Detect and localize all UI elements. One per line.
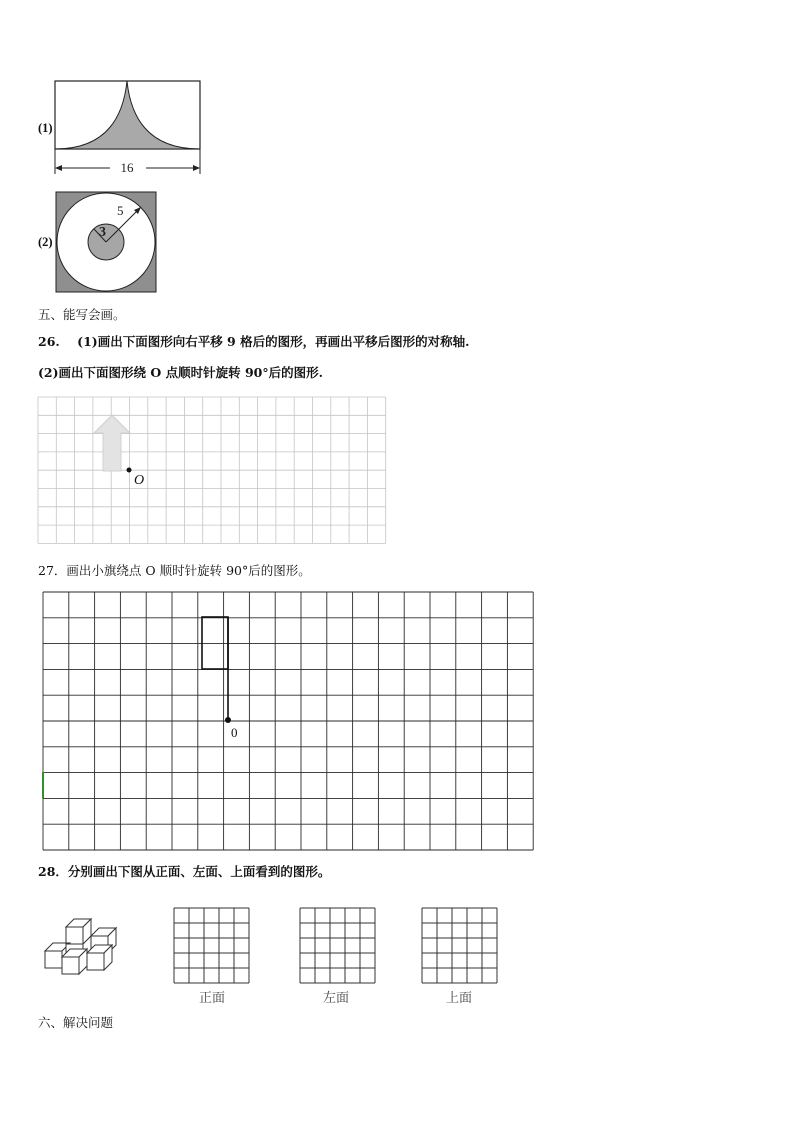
figure1-shape (50, 78, 210, 180)
q27-point-label: 0 (231, 725, 238, 740)
q26-line1-text: (1)画出下面图形向右平移 9 格后的图形，再画出平移后图形的对称轴. (77, 334, 470, 349)
section5-heading: 五、能写会画。 (38, 307, 126, 322)
q26-line2: (2)画出下面图形绕 O 点顺时针旋转 90°后的图形. (38, 365, 323, 380)
q27-text: 27．画出小旗绕点 O 顺时针旋转 90°后的图形。 (38, 563, 311, 578)
q26-number: 26. (38, 334, 60, 349)
q28-left-grid (298, 906, 378, 986)
q27-point-o (225, 717, 231, 723)
figure2-inner-radius: 3 (99, 225, 106, 240)
figure2-shape (54, 190, 158, 294)
figure1-label: (1) (38, 121, 53, 135)
q26-point-label: O (134, 473, 145, 488)
q27-flag (202, 617, 228, 669)
q26-grid (37, 396, 388, 545)
q28-left-label: 左面 (323, 991, 350, 1006)
q28-top-grid (420, 906, 500, 986)
figure2-label: (2) (38, 235, 53, 249)
q26-point-o (127, 468, 132, 473)
q26-arrow-shape (94, 415, 130, 471)
q26-line1 (38, 334, 469, 350)
q28-front-grid (172, 906, 252, 986)
figure2-outer-radius: 5 (117, 203, 124, 218)
q28-text: 28．分别画出下图从正面、左面、上面看到的图形。 (38, 864, 331, 879)
figure1-dimension: 16 (120, 160, 134, 175)
q28-front-label: 正面 (199, 991, 226, 1006)
q27-grid (42, 591, 546, 852)
q28-top-label: 上面 (446, 991, 473, 1006)
q28-cube-figure (42, 910, 127, 982)
section6-heading: 六、解决问题 (38, 1015, 114, 1030)
